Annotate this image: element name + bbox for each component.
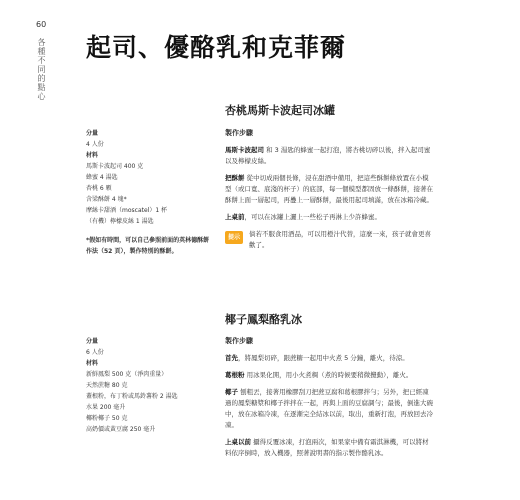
step [225,437,433,459]
step-keyword: 葛根粉 [225,371,245,379]
method-label: 製作步驟 [225,129,253,137]
step-text: 用冰果化開，用小火煮稠（煮的時候要稍微攪動），離火。 [244,371,413,379]
servings: 4 人份 [86,141,104,148]
step [225,145,433,167]
tip-text: 倘若不服食用酒品，可以用橙汁代替，這麼一來，孩子就會更喜歡了。 [249,230,432,249]
side-title: 各種不同的點心 [37,38,46,101]
step-keyword: 上桌以前 [225,438,251,446]
step-text: 攝得反覆冰凍，打泡兩次，如果家中備有霜淇淋機，可以將材料依序倒時，放入機器，照著說明書的指示製作酪乳冰。 [225,438,429,457]
servings-label: 分量 [86,130,99,137]
step [225,353,433,364]
materials-label: 材料 [86,152,99,159]
method-block [225,128,433,251]
ingredient: 水果 200 毫升 [86,404,126,411]
ingredient-note: *假如有時間，可以自己參照前面的英林德酥餅作法（52 頁），製作特別的酥餅。 [86,237,210,255]
ingredient: 摩絲卡甜酒（moscatel）1 杯 [86,207,168,214]
step-text: ，將鳳梨切碎，跟蔗糖一起用中火煮 5 分鐘，離火，待涼。 [238,354,409,362]
page-title: 起司、優酪乳和克菲爾 [86,33,347,62]
page-number: 60 [36,20,47,29]
ingredients-block [86,128,214,257]
step [225,387,433,431]
ingredient: 高奶價或黃豆腐 250 毫升 [86,426,156,433]
method-block [225,336,433,465]
servings: 6 人份 [86,349,104,356]
step-keyword: 椰子 [225,388,238,396]
step-keyword: 首先 [225,354,238,362]
ingredient: 新鮮鳳梨 500 克（淨肉重量） [86,371,168,378]
ingredient: （有機）檸檬皮絲 1 湯匙 [86,218,154,225]
servings-label: 分量 [86,338,99,345]
step [225,173,433,206]
materials-label: 材料 [86,360,99,367]
recipe-title: 椰子鳳梨酪乳冰 [225,313,302,326]
ingredient: 含梁酥餅 4 塊* [86,196,127,203]
tip [225,229,433,251]
ingredient: 椰粉椰子 50 克 [86,415,128,422]
method-label: 製作步驟 [225,337,253,345]
step-keyword: 把酥餅 [225,174,245,182]
tip-badge: 提示 [225,231,243,244]
step [225,370,433,381]
step [225,212,433,223]
step-text: 刨粗丟，接著用橡膠刮刀把蔗豆腐和葛根膠拌勻；另外，把已經凍過的鳳梨糖漿和椰子拌拌在一起，再與上面的豆腐調勻；最後，倒進大碗中，放在冰箱冷凍，在逐漸完全結冰以前，取出，重新打泡，再放回去冷凍。 [225,388,433,429]
ingredient: 蓋根粉，布丁粉或馬鈴薯粉 2 湯匙 [86,393,178,400]
recipe-title: 杏桃馬斯卡波起司冰罐 [225,104,335,117]
ingredient: 杏桃 6 顆 [86,185,112,192]
ingredient: 馬斯卡波起司 400 克 [86,163,144,170]
step-text: ，可以在冰罐上灑上一些松子再淋上少許蜂蜜。 [244,213,381,221]
ingredients-block [86,336,214,435]
step-text: 從中切成兩個長條，浸在甜酒中備用，把這些酥餅條放置在小模型（或口寬、底淺的杯子）的底部，每一個模型都固放一條酥餅，接著在酥餅上面一層起司，再疊上一層酥餅，最後用起司填滿，放在冰箱冷藏。 [225,174,433,204]
ingredient: 蜂蜜 4 湯匙 [86,174,118,181]
step-keyword: 上桌前 [225,213,245,221]
ingredient: 天然蔗糖 80 克 [86,382,128,389]
step-keyword: 馬斯卡波起司 [225,146,264,154]
step-text: 和 3 湯匙的蜂蜜一起打泡，將杏桃切碎以後，拌入起司蜜以及檸檬皮絲。 [225,146,431,165]
